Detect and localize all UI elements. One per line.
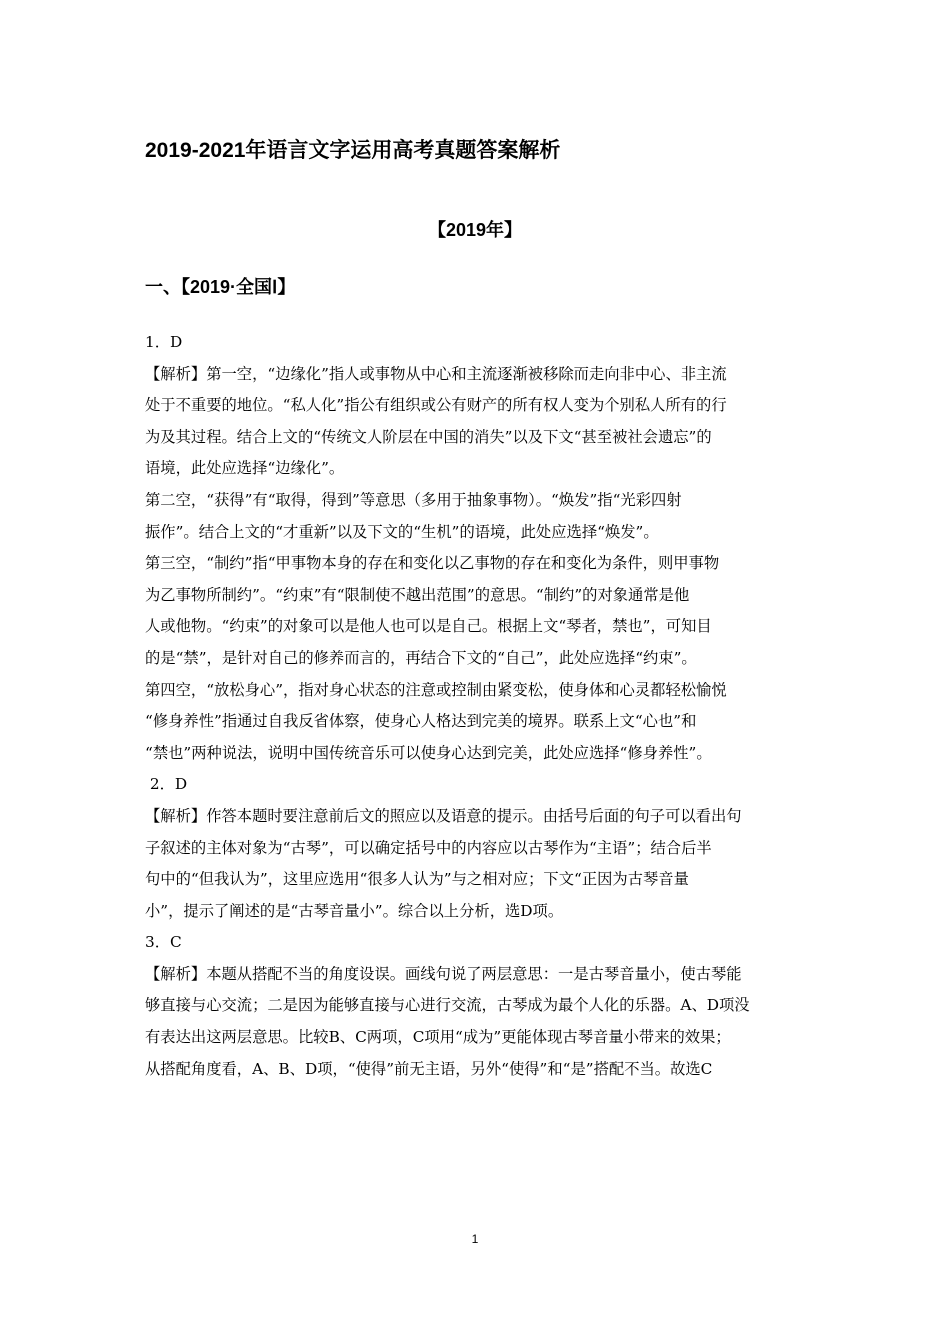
text-line: 【解析】本题从搭配不当的角度设误。画线句说了两层意思：一是古琴音量小，使古琴能 [145, 964, 742, 983]
text-line: 人或他物。“约束”的对象可以是他人也可以是自己。根据上文“琴者，禁也”，可知目 [145, 617, 712, 636]
text-line: 【解析】第一空，“边缘化”指人或事物从中心和主流逐渐被移除而走向非中心、非主流 [145, 364, 727, 383]
text-line: “禁也”两种说法，说明中国传统音乐可以使身心达到完美，此处应选择“修身养性”。 [145, 743, 712, 762]
text-line: 的是“禁”，是针对自己的修养而言的，再结合下文的“自己”，此处应选择“约束”。 [145, 648, 697, 667]
page-number: 1 [471, 1232, 479, 1246]
text-line: 够直接与心交流；二是因为能够直接与心进行交流，古琴成为最个人化的乐器。A、D项没 [145, 996, 750, 1015]
answer-number-1: 1．D [145, 333, 183, 351]
text-line: 子叙述的主体对象为“古琴”，可以确定括号中的内容应以古琴作为“主语”；结合后半 [145, 838, 712, 857]
document-title: 2019-2021年语言文字运用高考真题答案解析 [145, 139, 561, 162]
answer-number-3: 3．C [145, 933, 182, 952]
year-heading: 【2019年】 [427, 220, 523, 240]
text-line: 从搭配角度看，A、B、D项，“使得”前无主语，另外“使得”和“是”搭配不当。故选C [145, 1059, 713, 1078]
text-line: 【解析】作答本题时要注意前后文的照应以及语意的提示。由括号后面的句子可以看出句 [145, 806, 742, 825]
text-line: 句中的“但我认为”，这里应选用“很多人认为”与之相对应；下文“正因为古琴音量 [145, 870, 689, 889]
text-line: 有表达出这两层意思。比较B、C两项，C项用“成为”更能体现古琴音量小带来的效果； [145, 1028, 731, 1047]
text-line: 小”，提示了阐述的是“古琴音量小”。综合以上分析，选D项。 [145, 901, 564, 920]
answer-body [145, 327, 810, 1085]
section-heading: 一、【2019·全国Ⅰ】 [145, 277, 296, 297]
text-line: 第二空，“获得”有“取得，得到”等意思（多用于抽象事物）。“焕发”指“光彩四射 [145, 490, 682, 509]
text-line: 为及其过程。结合上文的“传统文人阶层在中国的消失”以及下文“甚至被社会遗忘”的 [145, 427, 712, 446]
text-line: 第四空，“放松身心”，指对身心状态的注意或控制由紧变松，使身体和心灵都轻松愉悦 [145, 680, 727, 699]
text-line: 振作”。结合上文的“才重新”以及下文的“生机”的语境，此处应选择“焕发”。 [145, 522, 659, 541]
text-line: 第三空，“制约”指“甲事物本身的存在和变化以乙事物的存在和变化为条件，则甲事物 [145, 554, 720, 573]
text-line: 处于不重要的地位。“私人化”指公有组织或公有财产的所有权人变为个别私人所有的行 [145, 396, 727, 415]
text-line: “修身养性”指通过自我反省体察，使身心人格达到完美的境界。联系上文“心也”和 [145, 712, 697, 731]
text-line: 语境，此处应选择“边缘化”。 [145, 459, 345, 478]
answer-number-2: 2．D [145, 775, 188, 794]
text-line: 为乙事物所制约”。“约束”有“限制使不越出范围”的意思。“制约”的对象通常是他 [145, 585, 690, 604]
